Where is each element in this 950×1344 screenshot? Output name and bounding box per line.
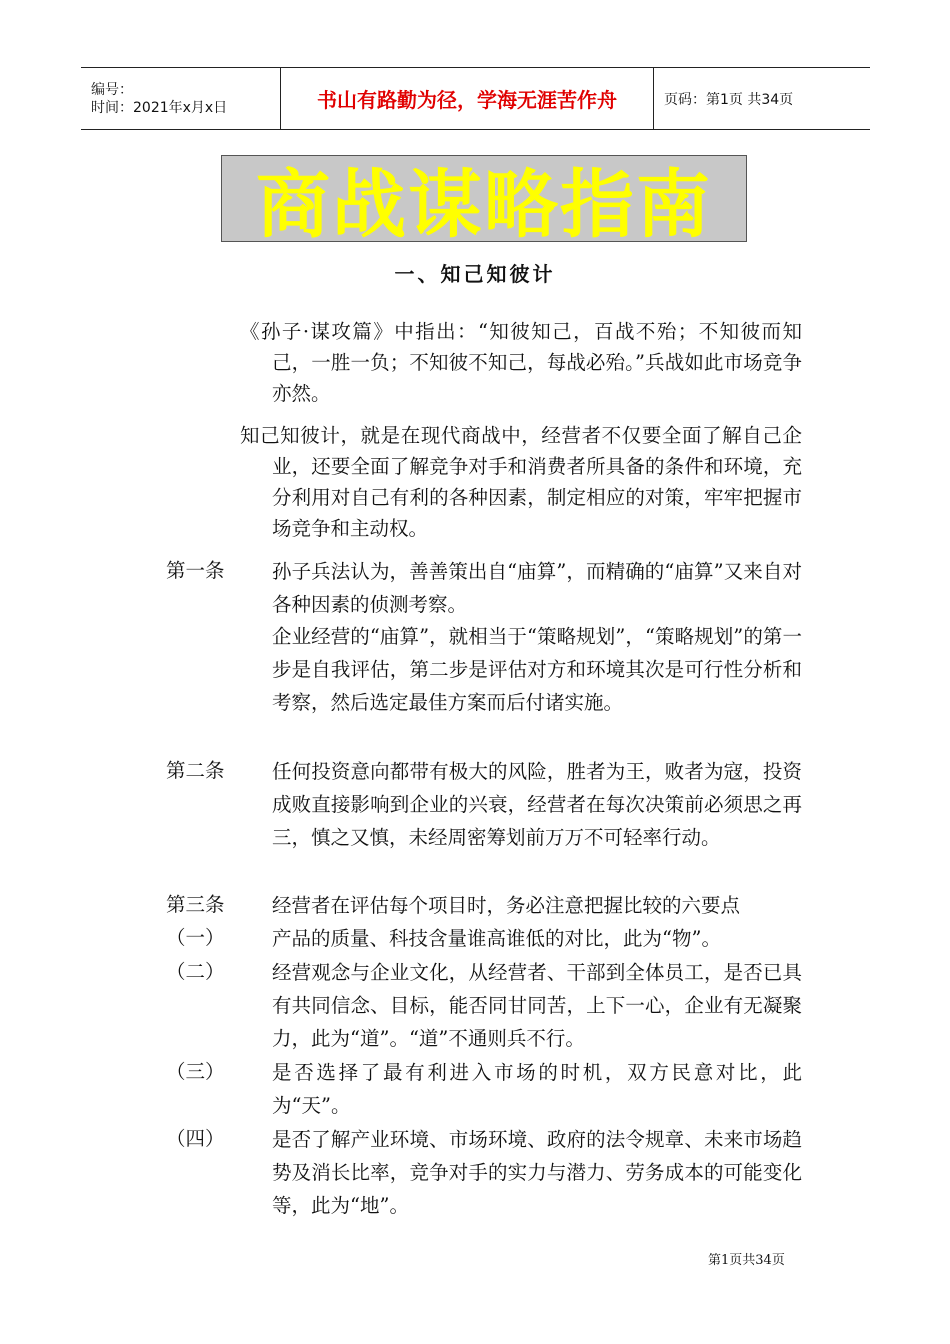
- intro-paragraph-2: 知己知彼计，就是在现代商战中，经营者不仅要全面了解自己企业，还要全面了解竞争对手和消费者所具备的条件和环境，充分利用对自己有利的各种因素，制定相应的对策，牢牢把握市场竞争和主动权。: [240, 424, 802, 540]
- article-text: 产品的质量、科技含量谁高谁低的对比，此为“物”。: [272, 927, 721, 950]
- header-motto: 书山有路勤为径，学海无涯苦作舟: [281, 68, 654, 129]
- article-text: 任何投资意向都带有极大的风险，胜者为王，败者为寇，投资成败直接影响到企业的兴衰，经营者在每次决策前必须思之再三，慎之又慎，未经周密筹划前万万不可轻率行动。: [272, 760, 802, 849]
- intro-paragraph-1: 《孙子·谋攻篇》中指出：“知彼知己，百战不殆；不知彼而知己，一胜一负；不知彼不知己，每战必殆。”兵战如此市场竞争亦然。: [240, 320, 802, 405]
- article-label: （四）: [166, 1127, 225, 1150]
- number-label: 编号：: [91, 81, 133, 98]
- article-text: 企业经营的“庙算”，就相当于“策略规划”，“策略规划”的第一步是自我评估，第二步是评估对方和环境其次是可行性分析和考察，然后选定最佳方案而后付诸实施。: [272, 625, 802, 714]
- section-title: 一、知己知彼计: [394, 262, 556, 286]
- article-text: 孙子兵法认为，善善策出自“庙算”，而精确的“庙算”又来自对各种因素的侦测考察。: [272, 560, 802, 616]
- header-page-info: 页码：第1页 共34页: [664, 91, 794, 108]
- page-header: [81, 67, 870, 130]
- banner-title: 商战谋略指南: [221, 155, 747, 242]
- article-label: 第三条: [166, 893, 225, 916]
- article-text: 经营观念与企业文化，从经营者、干部到全体员工，是否已具有共同信念、目标，能否同甘同苦，上下一心，企业有无凝聚力，此为“道”。“道”不通则兵不行。: [272, 961, 802, 1050]
- article-text: 是否选择了最有利进入市场的时机，双方民意对比，此为“天”。: [272, 1061, 802, 1117]
- article-text: 是否了解产业环境、市场环境、政府的法令规章、未来市场趋势及消长比率，竞争对手的实力与潜力、劳务成本的可能变化等，此为“地”。: [272, 1128, 802, 1217]
- article-label: （三）: [166, 1060, 225, 1083]
- page-footer: 第1页共34页: [708, 1253, 785, 1268]
- article-label: （一）: [166, 926, 225, 949]
- header-meta: [81, 68, 281, 129]
- article-label: 第二条: [166, 759, 225, 782]
- date-label: 时间：2021年x月x日: [91, 99, 228, 116]
- article-text: 经营者在评估每个项目时，务必注意把握比较的六要点: [272, 894, 741, 917]
- article-label: （二）: [166, 960, 225, 983]
- article-label: 第一条: [166, 559, 225, 582]
